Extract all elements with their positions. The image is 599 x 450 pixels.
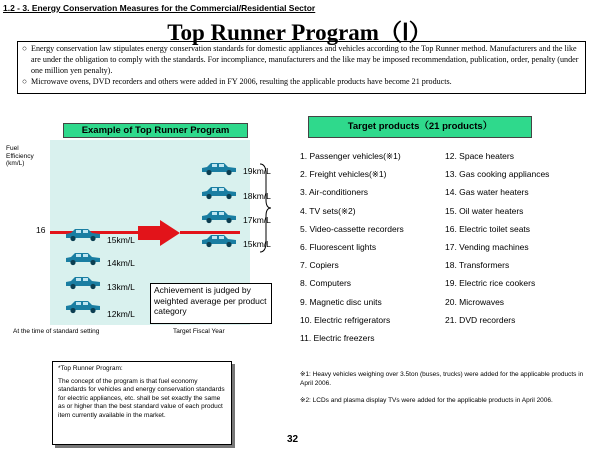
car-icon [64, 298, 102, 314]
y-axis-label [6, 145, 34, 168]
intro-box [17, 41, 586, 94]
definition-heading: *Top Runner Program: [58, 365, 123, 372]
list-item: 18. Transformers [445, 260, 510, 271]
y-axis-label-line: (km/L) [6, 160, 25, 167]
car-icon [200, 208, 238, 224]
footnote-2: ※2: LCDs and plasma display TVs were added for the applicable products in April 2006. [300, 397, 553, 404]
list-item: 6. Fluorescent lights [300, 241, 377, 252]
car-efficiency-label: 15km/L [107, 235, 135, 245]
car-efficiency-label: 13km/L [107, 282, 135, 292]
footnote-1: ※1: Heavy vehicles weighing over 3.5ton (buses, trucks) were added for the applicable products in April 2006. [300, 371, 584, 387]
x-axis-left-label: At the time of standard setting [13, 328, 100, 335]
car-icon [200, 232, 238, 248]
car-efficiency-label: 14km/L [107, 258, 135, 268]
car-icon [200, 160, 238, 176]
car-efficiency-label: 18km/L [243, 191, 271, 201]
list-item: 8. Computers [300, 278, 352, 289]
brace-icon [258, 162, 272, 254]
list-item: 7. Copiers [300, 260, 339, 271]
list-item: 15. Oil water heaters [445, 205, 524, 216]
target-list-right [445, 151, 549, 333]
list-item: 21. DVD recorders [445, 314, 516, 325]
intro-text: Microwave ovens, DVD recorders and others were added in FY 2006, resulting the applicable products have become 21 products. [31, 76, 452, 86]
page-title: Top Runner Program（Ⅰ） [167, 20, 432, 45]
list-item: 19. Electric rice cookers [445, 278, 536, 289]
car-icon [64, 250, 102, 266]
list-item: 1. Passenger vehicles(※1) [300, 151, 401, 161]
list-item: 10. Electric refrigerators [300, 314, 391, 325]
bullet-icon: ○ [22, 76, 27, 86]
target-products-title: Target products（21 products） [308, 116, 532, 138]
example-title: Example of Top Runner Program [63, 123, 248, 138]
intro-item [22, 77, 581, 88]
x-axis-right-label: Target Fiscal Year [173, 328, 225, 335]
list-item: 13. Gas cooking appliances [445, 169, 550, 180]
list-item: 4. TV sets(※2) [300, 205, 356, 216]
list-item: 16. Electric toilet seats [445, 223, 531, 234]
section-header: 1.2 - 3. Energy Conservation Measures for the Commercial/Residential Sector [3, 3, 316, 13]
y-axis-label-line: Efficiency [6, 152, 34, 160]
car-icon [64, 274, 102, 290]
page-number: 32 [287, 434, 299, 445]
intro-item [22, 44, 581, 77]
list-item: 20. Microwaves [445, 296, 505, 307]
definition-body: The concept of the program is that fuel economy standards for vehicles and energy conservation standards for electric appliances, etc. shall be set exactly the same as or higher than the best standard value of each product item currently available in the market. [58, 377, 225, 419]
y-axis-label-line: Fuel [6, 145, 19, 152]
bullet-icon: ○ [22, 44, 27, 53]
marker-value: 16 [36, 225, 46, 235]
car-icon [200, 184, 238, 200]
arrow-icon [138, 220, 182, 246]
list-item: 17. Vending machines [445, 241, 529, 252]
list-item: 5. Video-cassette recorders [300, 223, 404, 234]
intro-text: Energy conservation law stipulates energy conservation standards for domestic appliances and vehicles according to the Top Runner method. Manufacturers and the like are under the obligation to comply with the standards. For incompliance, manufacturers and the like may be imposed recommendation, publication, order, penalty (under one million yen penalty). [31, 44, 579, 75]
car-icon [64, 226, 102, 242]
list-item: 12. Space heaters [445, 151, 514, 161]
car-efficiency-label: 15km/L [243, 239, 271, 249]
list-item: 9. Magnetic disc units [300, 296, 382, 307]
list-item: 3. Air-conditioners [300, 187, 369, 198]
car-efficiency-label: 12km/L [107, 309, 135, 319]
list-item: 11. Electric freezers [300, 332, 375, 343]
target-list-left [300, 151, 404, 351]
car-efficiency-label: 19km/L [243, 166, 271, 176]
list-item: 2. Freight vehicles(※1) [300, 169, 387, 180]
achievement-note: Achievement is judged by weighted average per product category [150, 283, 272, 324]
definition-note [52, 361, 232, 445]
list-item: 14. Gas water heaters [445, 187, 529, 198]
car-efficiency-label: 17km/L [243, 215, 271, 225]
